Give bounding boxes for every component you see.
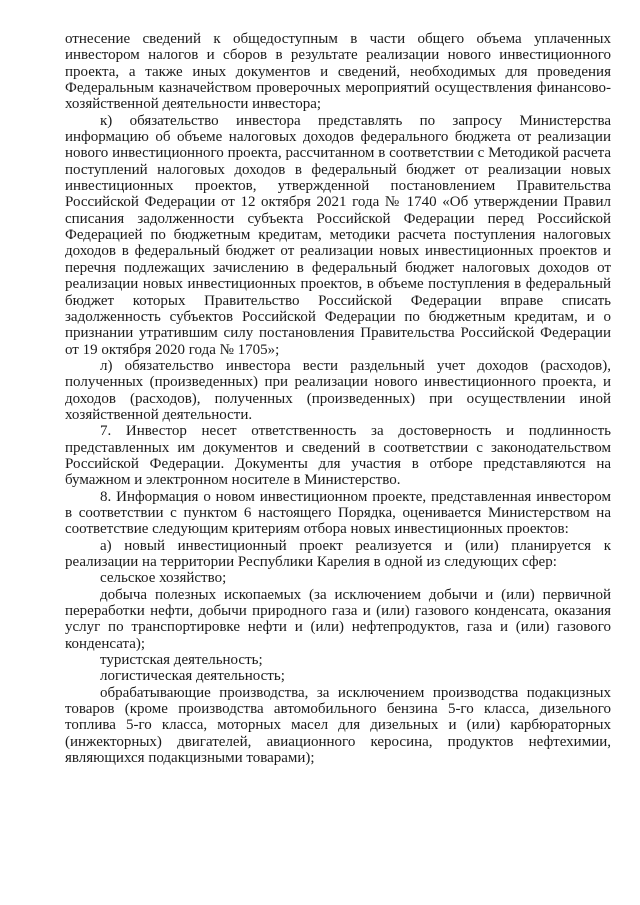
paragraph-item-l: л) обязательство инвестора вести раздельный учет доходов (расходов), полученных (произведенных) при реализации нового инвестиционного проекта, и доходов (расходов), полученных (произведенных) при осуществлении иной хозяйственной деятельности. <box>65 357 611 423</box>
list-item-agriculture: сельское хозяйство; <box>100 570 227 587</box>
paragraph-continuation: отнесение сведений к общедоступным в части общего объема уплаченных инвестором налогов и сборов в результате реализации нового инвестиционного проекта, а также иных документов и сведений, необходимых для проведения Федеральным казначейством проверочных мероприятий осуществления финансово-хозяйственной деятельности инвестора; <box>65 31 611 113</box>
paragraph-point-7: 7. Инвестор несет ответственность за достоверность и подлинность представленных им документов и сведений в соответствии с законодательством Российской Федерации. Документы для участия в отборе представляются на бумажном и электронном носителе в Министерство. <box>65 423 611 489</box>
document-page <box>65 31 611 766</box>
list-item-manufacturing: обрабатывающие производства, за исключением производства подакцизных товаров (кроме производства автомобильного бензина 5-го класса, дизельного топлива 5-го класса, моторных масел для дизельных и (или) карбюраторных (инжекторных) двигателей, авиационного керосина, продуктов нефтехимии, являющихся подакцизными товарами); <box>65 684 611 767</box>
list-item-logistics: логистическая деятельность; <box>100 668 285 685</box>
paragraph-point-8: 8. Информация о новом инвестиционном проекте, представленная инвестором в соответствии с пунктом 6 настоящего Порядка, оценивается Министерством на соответствие следующим критериям отбора новых инвестиционных проектов: <box>65 488 611 538</box>
paragraph-item-k: к) обязательство инвестора представлять по запросу Министерства информацию об объеме налоговых доходов федерального бюджета от реализации нового инвестиционного проекта, рассчитанном в соответствии с Методикой расчета поступлений налоговых доходов в федеральный бюджет от реализации новых инвестиционных проектов, утвержденной постановлением Правительства Российской Федерации от 12 октября 2021 года № 1740 «Об утверждении Правил списания задолженности субъекта Российской Федерации перед Российской Федерацией по бюджетным кредитам, методики расчета поступления налоговых доходов в федеральный бюджет от реализации новых инвестиционных проектов и перечня подлежащих зачислению в федеральный бюджет налоговых доходов от реализации новых инвестиционных проектов, в объеме поступления в федеральный бюджет которых Правительство Российской Федерации вправе списать задолженность субъектов Российской Федерации по бюджетным кредитам, и о признании утратившим силу постановления Правительства Российской Федерации от 19 октября 2020 года № 1705»; <box>65 112 611 358</box>
paragraph-item-a: а) новый инвестиционный проект реализуется и (или) планируется к реализации на территории Республики Карелия в одной из следующих сфер: <box>65 537 611 570</box>
list-item-mining: добыча полезных ископаемых (за исключением добычи и (или) первичной переработки нефти, добычи природного газа и (или) газового конденсата, оказания услуг по транспортировке нефти и (или) нефтепродуктов, газа и (или) газового конденсата); <box>65 586 611 652</box>
list-item-tourism: туристская деятельность; <box>100 652 263 669</box>
